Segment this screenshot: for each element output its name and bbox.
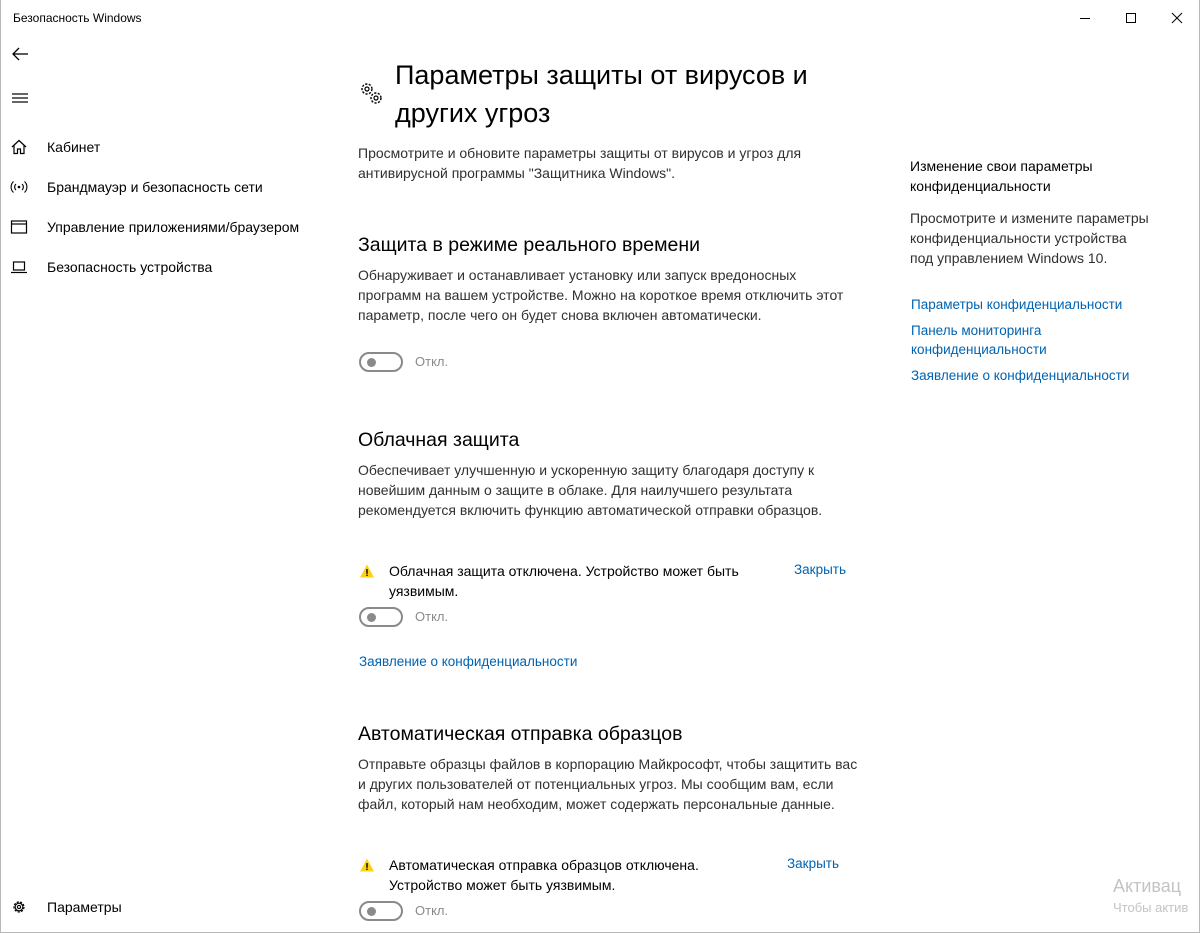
close-button[interactable] (1154, 0, 1200, 36)
close-icon (1171, 12, 1183, 24)
privacy-dashboard-link[interactable]: Панель мониторинга конфиденциальности (911, 323, 1047, 357)
gears-icon (358, 79, 386, 107)
gear-icon (10, 898, 28, 916)
nav-item-label: Параметры (47, 899, 122, 915)
section-title-sample-submission: Автоматическая отправка образцов (358, 723, 683, 745)
toggle-state-label: Откл. (415, 903, 449, 918)
privacy-settings-link[interactable]: Параметры конфиденциальности (911, 297, 1123, 312)
page-title: Параметры защиты от вирусов и других угроз (395, 60, 808, 128)
nav-item-home[interactable] (0, 129, 330, 165)
toggle-state-label: Откл. (415, 609, 449, 624)
sample-warning-text: Автоматическая отправка образцов отключена. Устройство может быть уязвимым. (389, 857, 699, 893)
nav-item-label: Кабинет (47, 139, 101, 155)
toggle-knob (367, 907, 376, 916)
cloud-protection-toggle[interactable] (359, 607, 403, 627)
back-arrow-icon (11, 46, 29, 62)
activation-watermark-title: Активац (1113, 876, 1182, 896)
section-description-realtime: Обнаруживает и останавливает установку или запуск вредоносных программ на вашем устройстве. Можно на короткое время отключить этот параметр, после чего он будет снова включен автоматически. (358, 267, 844, 323)
title-bar (0, 0, 1200, 36)
privacy-sidebar-text: Просмотрите и измените параметры конфиденциальности устройства под управлением Windows 10. (910, 210, 1149, 266)
hamburger-menu-button[interactable] (8, 86, 32, 110)
section-description-sample-submission: Отправьте образцы файлов в корпорацию Майкрософт, чтобы защитить вас и других пользователей от потенциальных угроз. Мы сообщим вам, если файл, который нам необходим, может содержать персональные данные. (358, 756, 858, 812)
section-title-cloud: Облачная защита (358, 429, 520, 451)
privacy-sidebar-heading: Изменение свои параметры конфиденциальности (910, 158, 1093, 194)
wifi-signal-icon (10, 178, 28, 196)
nav-item-settings[interactable] (0, 889, 330, 925)
minimize-button[interactable] (1062, 0, 1108, 36)
maximize-icon (1125, 12, 1137, 24)
toggle-state-label: Откл. (415, 354, 449, 369)
laptop-icon (10, 258, 28, 276)
toggle-knob (367, 358, 376, 367)
nav-item-firewall[interactable] (0, 169, 330, 205)
nav-item-app-browser[interactable] (0, 209, 330, 245)
hamburger-icon (12, 92, 28, 104)
home-icon (10, 138, 28, 156)
nav-item-device-security[interactable] (0, 249, 330, 285)
warning-icon (359, 563, 375, 579)
back-button[interactable] (8, 42, 32, 66)
sample-warning-dismiss-link[interactable]: Закрыть (787, 856, 839, 871)
section-description-cloud: Обеспечивает улучшенную и ускоренную защиту благодаря доступу к новейшим данным о защите в облаке. Для наилучшего результата рекомендуется включить функцию автоматической отправки образцов. (358, 462, 823, 518)
privacy-statement-link[interactable]: Заявление о конфиденциальности (911, 368, 1130, 383)
cloud-warning-dismiss-link[interactable]: Закрыть (794, 562, 846, 577)
nav-item-label: Управление приложениями/браузером (47, 219, 300, 235)
app-title: Безопасность Windows (13, 11, 142, 25)
warning-icon (359, 857, 375, 873)
page-description: Просмотрите и обновите параметры защиты от вирусов и угроз для антивирусной программы "Защитника Windows". (358, 145, 802, 181)
cloud-warning-text: Облачная защита отключена. Устройство может быть уязвимым. (389, 563, 739, 599)
minimize-icon (1079, 12, 1091, 24)
activation-watermark-text: Чтобы актив (1113, 900, 1189, 915)
sample-submission-toggle[interactable] (359, 901, 403, 921)
section-title-realtime: Защита в режиме реального времени (358, 234, 700, 256)
realtime-protection-toggle[interactable] (359, 352, 403, 372)
nav-item-label: Брандмауэр и безопасность сети (47, 179, 263, 195)
toggle-knob (367, 613, 376, 622)
app-window-icon (10, 218, 28, 236)
cloud-privacy-statement-link[interactable]: Заявление о конфиденциальности (359, 654, 578, 669)
maximize-button[interactable] (1108, 0, 1154, 36)
nav-item-label: Безопасность устройства (47, 259, 213, 275)
